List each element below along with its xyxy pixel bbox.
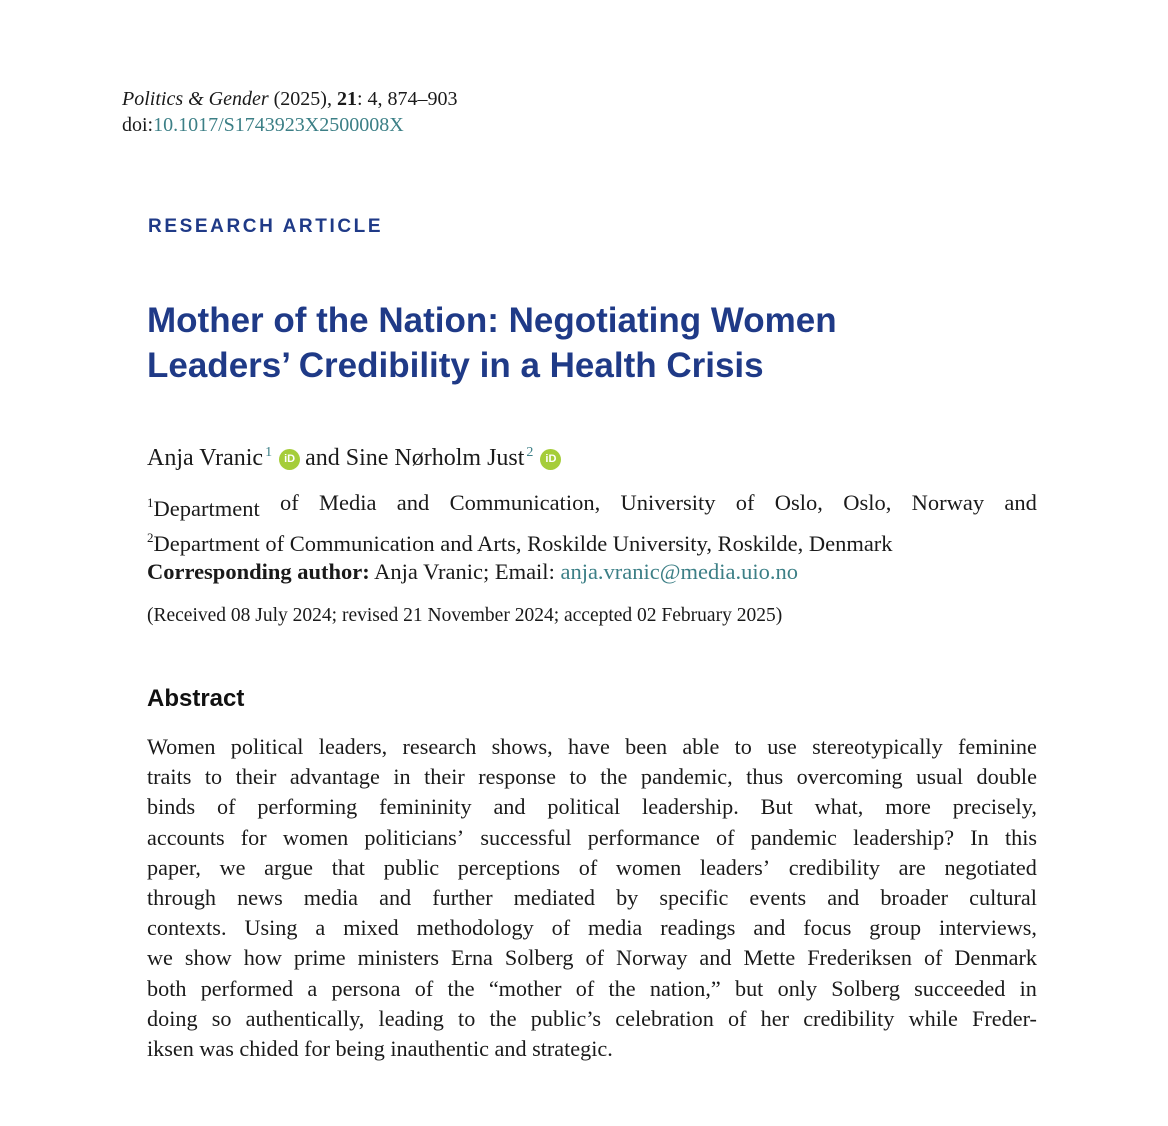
abstract-word: Using [244, 915, 298, 941]
abstract-line [147, 943, 1037, 973]
abstract-word: prime [293, 945, 346, 971]
abstract-word: been [625, 734, 668, 759]
abstract-word: the [608, 975, 636, 1001]
abstract-word: show [184, 945, 232, 971]
abstract-word: group [869, 915, 922, 941]
abstract-line [147, 762, 1037, 792]
abstract-line [147, 1004, 1037, 1034]
abstract-word: Mette [743, 945, 796, 971]
abstract-word: stereotypically [812, 734, 943, 759]
article-type-label: RESEARCH ARTICLE [148, 216, 384, 237]
abstract-word: Norway [615, 945, 688, 971]
abstract-word: broader [880, 884, 949, 910]
abstract-word: mixed [343, 915, 399, 941]
abstract-word: we [219, 854, 246, 880]
corresponding-author [147, 558, 1037, 587]
abstract-word: are [898, 854, 926, 880]
journal-year: (2025), [268, 88, 337, 110]
abstract-word: doing [147, 1005, 198, 1031]
abstract-word: able [682, 734, 720, 759]
affil-word: Communication, [449, 490, 601, 515]
journal-issue-pages: : 4, 874–903 [356, 88, 458, 110]
abstract-line [147, 853, 1037, 883]
abstract-word: pandemic [750, 824, 837, 850]
journal-name: Politics & Gender [122, 88, 269, 110]
affil-word: and [396, 490, 430, 515]
abstract-word: in [1019, 975, 1037, 1001]
abstract-word: and [699, 945, 732, 971]
abstract-word: to [204, 764, 223, 790]
abstract-word: negotiated [944, 854, 1037, 880]
abstract-word: performed [200, 975, 294, 1001]
abstract-word: contexts. [147, 915, 227, 941]
abstract-line [147, 792, 1037, 822]
abstract-word: precisely, [952, 794, 1037, 820]
affiliation-line-1 [147, 489, 1037, 524]
abstract-word: advantage [289, 764, 380, 790]
affil-word: of [280, 490, 299, 515]
abstract-word: to [734, 734, 752, 759]
abstract-word: overcoming [796, 764, 903, 790]
abstract-word: this [1004, 824, 1037, 850]
abstract-word: public [383, 854, 440, 880]
abstract-word: use [767, 734, 797, 759]
abstract-word: a [315, 915, 326, 941]
abstract-line [147, 823, 1037, 853]
abstract-word: accounts [147, 824, 225, 850]
abstract-word: authentically, [245, 1005, 365, 1031]
abstract-word: cultural [969, 884, 1037, 910]
abstract-word: have [567, 734, 610, 759]
affil-marker: 2 [147, 529, 154, 545]
affil-word: of [735, 490, 755, 515]
abstract-word: for [240, 824, 267, 850]
abstract-heading: Abstract [147, 685, 245, 712]
abstract-word: the [447, 975, 475, 1001]
abstract-word: media [303, 884, 359, 910]
abstract-word: credibility [788, 854, 880, 880]
article-title-line: Leaders’ Credibility in a Health Crisis [147, 346, 764, 385]
abstract-word: research [402, 734, 477, 759]
abstract-word: leaders’ [699, 854, 771, 880]
abstract-word: of [728, 1005, 747, 1031]
abstract-word: focus [803, 915, 852, 941]
affiliation-text: Department of Communication and Arts, Roskilde University, Roskilde, Denmark [153, 530, 893, 556]
abstract-word: traits [147, 764, 192, 790]
abstract-word: the [600, 764, 628, 790]
journal-volume: 21 [336, 88, 357, 110]
abstract-word: Solberg [504, 945, 574, 971]
abstract-word: her [760, 1005, 790, 1031]
article-title [147, 298, 1047, 388]
abstract-word: of [217, 794, 236, 820]
abstract-word: that [331, 854, 365, 880]
corresponding-label: Corresponding author: [147, 559, 370, 584]
affil-marker: 1 [147, 495, 154, 510]
author-affil-marker: 1 [265, 445, 273, 460]
abstract-word: interviews, [939, 915, 1037, 941]
abstract-word: leading [378, 1005, 444, 1031]
email-link[interactable]: anja.vranic@media.uio.no [560, 559, 798, 584]
abstract-word: their [424, 764, 465, 790]
abstract-word: Freder- [972, 1005, 1037, 1031]
abstract-word: specific [659, 884, 729, 910]
affil-word: University [620, 490, 716, 515]
abstract-word: argue [264, 854, 314, 880]
received-dates: (Received 08 July 2024; revised 21 November 2024; accepted 02 February 2025) [147, 605, 783, 626]
abstract-word: of [414, 975, 434, 1001]
journal-citation [122, 86, 458, 112]
abstract-word: leaders, [318, 734, 388, 759]
abstract-word: feminine [957, 734, 1037, 759]
abstract-word: response [478, 764, 556, 790]
abstract-word: only [777, 975, 818, 1001]
abstract-word: how [243, 945, 282, 971]
abstract-word: persona [331, 975, 401, 1001]
abstract-word: the [489, 1005, 517, 1031]
abstract-word: leadership? [853, 824, 955, 850]
abstract-word: successful [480, 824, 572, 850]
doi-line [122, 112, 404, 138]
abstract-line [147, 913, 1037, 943]
corresponding-text: Anja Vranic; Email: [369, 559, 561, 584]
orcid-icon[interactable]: iD [279, 449, 300, 470]
abstract-word: Erna [451, 945, 493, 971]
abstract-line [147, 732, 1037, 762]
abstract-word: so [211, 1005, 232, 1031]
abstract-word: we [147, 945, 173, 971]
abstract-word: shows, [491, 734, 553, 759]
abstract-word: In [970, 824, 989, 850]
article-title-line: Mother of the Nation: Negotiating Women [147, 301, 837, 340]
affil-word: Oslo, [774, 490, 823, 515]
abstract-word: of [716, 824, 735, 850]
abstract-word: women [615, 854, 682, 880]
abstract-word: by [616, 884, 639, 910]
author-name[interactable]: Anja Vranic [147, 445, 264, 471]
abstract-word: women [282, 824, 349, 850]
abstract-word: of [578, 854, 598, 880]
abstract-word: “mother [488, 975, 562, 1001]
abstract-word: more [885, 794, 931, 820]
abstract-word: of [923, 945, 943, 971]
abstract-word: celebration [615, 1005, 714, 1031]
abstract-word: nation,” [649, 975, 721, 1001]
abstract-word: leadership. [642, 794, 739, 820]
abstract-word: to [458, 1005, 476, 1031]
abstract-word: Solberg [831, 975, 900, 1001]
abstract-word: But [760, 794, 793, 820]
abstract-word: but [734, 975, 764, 1001]
abstract-body [147, 732, 1037, 1064]
abstract-word: readings [660, 915, 736, 941]
abstract-word: of [585, 945, 604, 971]
abstract-word: Women [147, 734, 216, 759]
abstract-word: political [547, 794, 621, 820]
author-affil-marker: 2 [526, 445, 534, 460]
abstract-word: methodology [416, 915, 534, 941]
abstract-word: performing [257, 794, 358, 820]
affil-word: $^1$Department [147, 495, 260, 521]
author-list [147, 437, 566, 474]
abstract-word: and [827, 884, 860, 910]
doi-link[interactable]: 10.1017/S1743923X2500008X [153, 114, 404, 136]
abstract-word: media [588, 915, 643, 941]
abstract-word: mediated [513, 884, 595, 910]
abstract-word: pandemic, [640, 764, 733, 790]
abstract-word: and [493, 794, 526, 820]
abstract-word: news [237, 884, 283, 910]
abstract-word: perceptions [457, 854, 561, 880]
abstract-word: Frederiksen [807, 945, 912, 971]
abstract-word: their [235, 764, 277, 790]
affiliation-line-2 [147, 524, 1037, 559]
abstract-word: double [976, 764, 1037, 790]
affil-word: and [1004, 490, 1037, 515]
abstract-word: femininity [379, 794, 472, 820]
abstract-word: ministers [357, 945, 440, 971]
abstract-word: to [569, 764, 587, 790]
abstract-word: credibility [803, 1005, 895, 1031]
abstract-line [147, 974, 1037, 1004]
abstract-word: of [575, 975, 595, 1001]
affil-word: Oslo, [843, 490, 892, 515]
abstract-word: in [393, 764, 411, 790]
abstract-word: binds [147, 794, 196, 820]
abstract-word: a [307, 975, 318, 1001]
abstract-word: usual [916, 764, 964, 790]
abstract-word: performance [587, 824, 700, 850]
abstract-word: political [230, 734, 304, 759]
abstract-word: through [147, 884, 217, 910]
abstract-word: while [908, 1005, 958, 1031]
doi-prefix: doi: [122, 114, 154, 136]
abstract-line: iksen was chided for being inauthentic and strategic. [147, 1035, 613, 1061]
abstract-word: thus [746, 764, 784, 790]
abstract-word: public’s [530, 1005, 602, 1031]
abstract-word: events [749, 884, 807, 910]
abstract-line [147, 883, 1037, 913]
affil-word: Media [319, 490, 377, 515]
authors-joiner: and [305, 445, 340, 471]
abstract-word: and [379, 884, 412, 910]
abstract-word: politicians’ [364, 824, 465, 850]
affiliations [147, 489, 1037, 587]
abstract-word: paper, [147, 854, 201, 880]
abstract-word: succeeded [914, 975, 1006, 1001]
author-name[interactable]: Sine Nørholm Just [345, 445, 525, 471]
abstract-word: what, [814, 794, 864, 820]
abstract-word: further [432, 884, 493, 910]
abstract-word: both [147, 975, 187, 1001]
abstract-word: of [551, 915, 571, 941]
abstract-word: and [753, 915, 786, 941]
affil-word: Norway [911, 490, 985, 515]
abstract-word: Denmark [954, 945, 1037, 971]
orcid-icon[interactable]: iD [540, 449, 561, 470]
